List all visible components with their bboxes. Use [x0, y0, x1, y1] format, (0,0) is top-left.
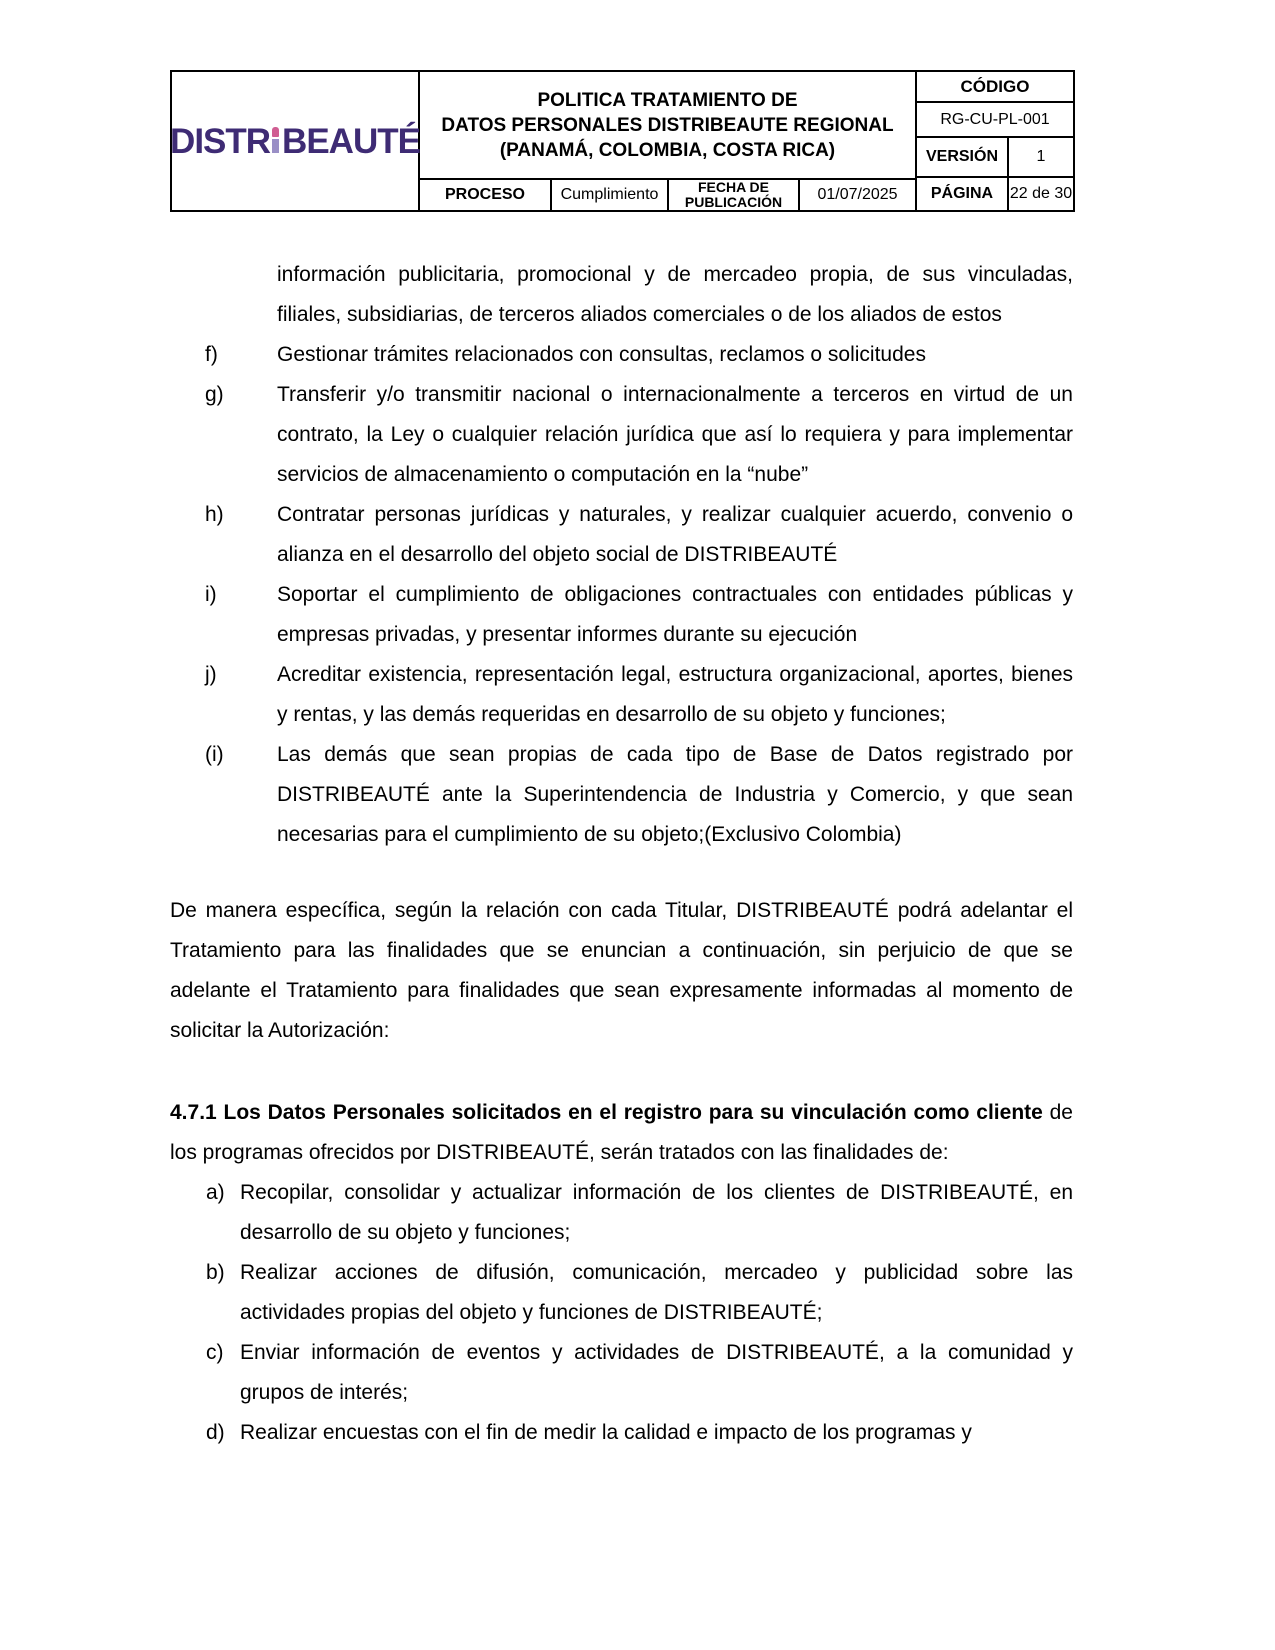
header-middle-column [420, 72, 917, 210]
company-logo [170, 121, 420, 161]
version-value: 1 [1036, 148, 1046, 165]
title-line-2: DATOS PERSONALES DISTRIBEAUTE REGIONAL [441, 114, 894, 136]
list-item-text: Enviar información de eventos y actividades de DISTRIBEAUTÉ, a la comunidad y grupos de interés; [240, 1341, 1073, 1404]
list-marker: d) [206, 1421, 225, 1444]
list-marker: c) [206, 1341, 224, 1364]
pagina-row [917, 178, 1073, 210]
lipstick-stem [272, 139, 279, 153]
list-item-b [170, 1253, 1073, 1333]
list-item-text: Realizar encuestas con el fin de medir la calidad e impacto de los programas y [240, 1421, 972, 1444]
lipstick-tip [272, 127, 279, 137]
list-marker: g) [205, 383, 224, 406]
lipstick-icon [272, 127, 279, 153]
header-table [170, 70, 1075, 212]
codigo-value: RG-CU-PL-001 [917, 103, 1073, 138]
continuation-paragraph: información publicitaria, promocional y de mercadeo propia, de sus vinculadas, filiales, subsidiarias, de terceros aliados comerciales o de los aliados de estos [277, 263, 1073, 326]
list-item-i-paren [170, 735, 1073, 855]
list-item-text: Las demás que sean propias de cada tipo de Base de Datos registrado por DISTRIBEAUTÉ ante la Superintendencia de Industria y Comercio, y que sean necesarias para el cumplimiento de su objeto;(Exclusivo Colombia) [277, 743, 1073, 846]
list-item-text: Gestionar trámites relacionados con consultas, reclamos o solicitudes [277, 343, 926, 366]
list-marker: i) [205, 583, 217, 606]
list-item-text: Contratar personas jurídicas y naturales, y realizar cualquier acuerdo, convenio o alianza en el desarrollo del objeto social de DISTRIBEAUTÉ [277, 503, 1073, 566]
version-label: VERSIÓN [917, 138, 1009, 176]
title-line-3: (PANAMÁ, COLOMBIA, COSTA RICA) [499, 139, 836, 161]
version-row [917, 138, 1073, 178]
list-marker: h) [205, 503, 224, 526]
proceso-label: PROCESO [420, 180, 552, 210]
list-item-d [170, 1413, 1073, 1453]
list-item-text: Acreditar existencia, representación legal, estructura organizacional, aportes, bienes y rentas, y las demás requeridas en desarrollo de su objeto y funciones; [277, 663, 1073, 726]
list-item-text: Realizar acciones de difusión, comunicación, mercadeo y publicidad sobre las actividades propias del objeto y funciones de DISTRIBEAUTÉ; [240, 1261, 1073, 1324]
codigo-label: CÓDIGO [917, 72, 1073, 103]
fecha-publicacion-value: 01/07/2025 [817, 186, 898, 203]
pagina-label: PÁGINA [917, 178, 1009, 210]
list-item-a [170, 1173, 1073, 1253]
logo-cell [172, 72, 420, 210]
list-marker: f) [205, 343, 218, 366]
document-title [420, 72, 915, 178]
intro-paragraph: De manera específica, según la relación con cada Titular, DISTRIBEAUTÉ podrá adelantar el Tratamiento para las finalidades que se enuncian a continuación, sin perjuicio de que se adelante el Tratamiento para finalidades que sean expresamente informadas al momento de solicitar la Autorización: [170, 899, 1073, 1042]
section-heading-rest: de los programas ofrecidos por DISTRIBEAUTÉ, serán tratados con las finalidades de: [170, 1101, 1073, 1164]
list-marker: a) [206, 1181, 225, 1204]
header-right-column [917, 72, 1073, 210]
list-item-f [170, 335, 1073, 375]
proceso-value: Cumplimiento [552, 180, 669, 210]
header-bottom-row [420, 178, 915, 210]
pagina-value: 22 de 30 [1009, 185, 1073, 202]
list-item-j [170, 655, 1073, 735]
section-4-7-1 [170, 1093, 1073, 1173]
logo-text-right: BEAUTÉ [282, 121, 420, 161]
list-item-text: Recopilar, consolidar y actualizar información de los clientes de DISTRIBEAUTÉ, en desarrollo de su objeto y funciones; [240, 1181, 1073, 1244]
list-marker: (i) [205, 743, 224, 766]
document-body [170, 255, 1073, 1453]
list-marker: j) [205, 663, 217, 686]
title-line-1: POLITICA TRATAMIENTO DE [537, 89, 798, 111]
list-item-text: Soportar el cumplimiento de obligaciones contractuales con entidades públicas y empresas privadas, y presentar informes durante su ejecución [277, 583, 1073, 646]
list-marker: b) [206, 1261, 225, 1284]
list-item-g [170, 375, 1073, 495]
list-item-c [170, 1333, 1073, 1413]
list-item-h [170, 495, 1073, 575]
list-item-i [170, 575, 1073, 655]
logo-text-left: DISTR [170, 121, 271, 161]
fecha-publicacion-label: FECHA DE PUBLICACIÓN [669, 180, 800, 210]
section-heading-bold: 4.7.1 Los Datos Personales solicitados en el registro para su vinculación como cliente [170, 1101, 1043, 1124]
list-item-text: Transferir y/o transmitir nacional o internacionalmente a terceros en virtud de un contrato, la Ley o cualquier relación jurídica que así lo requiera y para implementar servicios de almacenamiento o computación en la “nube” [277, 383, 1073, 486]
